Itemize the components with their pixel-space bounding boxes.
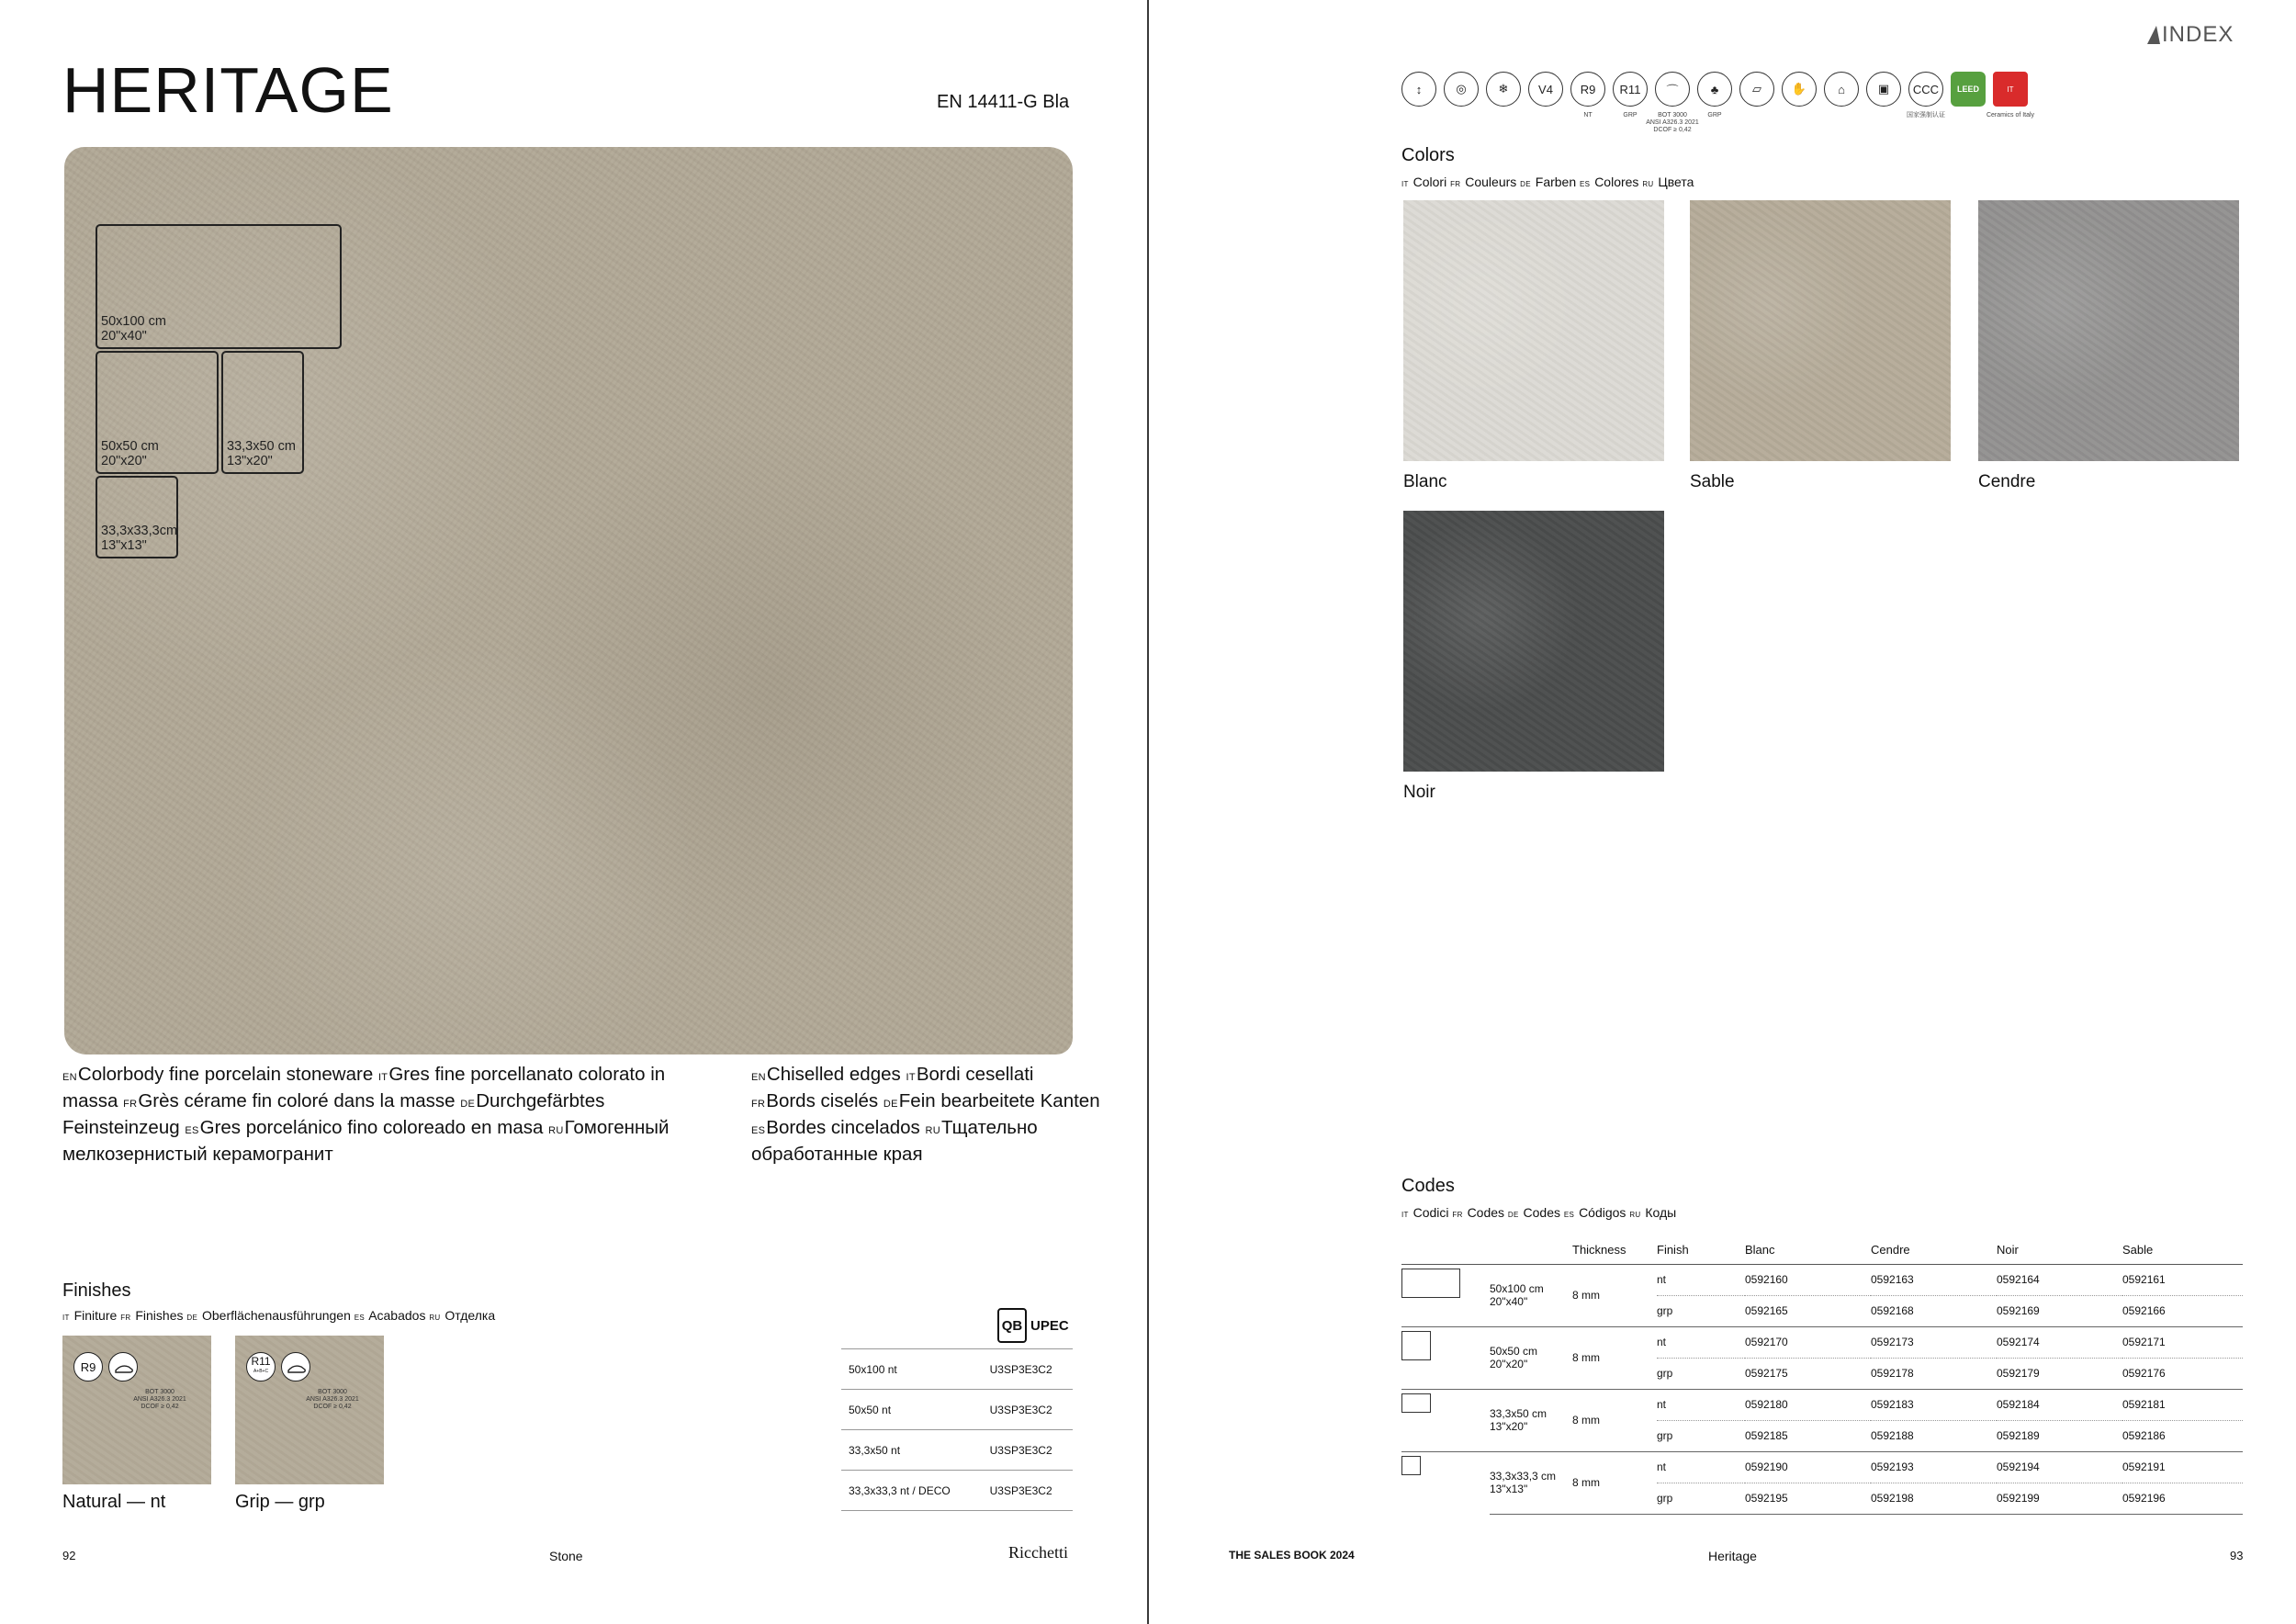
upec-code: U3SP3E3C2 [983, 1390, 1073, 1430]
italy-icon [1986, 72, 2035, 118]
format-label: 50x50 cm 20"x20" [101, 439, 159, 468]
table-row [1401, 1326, 2243, 1358]
product-code: 0592176 [2122, 1358, 2243, 1389]
thickness-icon [1401, 72, 1436, 107]
finishes-heading: Finishes [62, 1280, 131, 1301]
material-description: ENColorbody fine porcelain stoneware ITGres fine porcellanato colorato in massa FRGrès cérame fin coloré dans la masse DEDurchgefärbtes Feinsteinzeug ESGres porcelánico fino coloreado en masa RUГомогенный мелкозернистый керамогранит [62, 1064, 670, 1165]
product-code: 0592170 [1745, 1326, 1871, 1358]
codes-translations: IT Codici FR Codes DE Codes ES Códigos RU Коды [1401, 1205, 1677, 1220]
hand-icon [1782, 72, 1817, 107]
col-size [1490, 1236, 1572, 1264]
col-header: Thickness [1572, 1236, 1657, 1264]
icon-glyph: ↕ [1401, 72, 1436, 107]
icon-glyph: ▱ [1739, 72, 1774, 107]
shoe-icon [108, 1352, 138, 1382]
product-code: 0592199 [1997, 1483, 2122, 1514]
format-shape-icon [1401, 1393, 1431, 1413]
format-outline-50x50 [96, 351, 219, 474]
color-swatch-cendre [1978, 200, 2239, 461]
finish-value: nt [1657, 1451, 1745, 1483]
icon-glyph: ⌂ [1824, 72, 1859, 107]
icon-caption: 国家强制认证 [1907, 112, 1945, 118]
icon-glyph: ❄ [1486, 72, 1521, 107]
format-outline-50x100 [96, 224, 342, 349]
product-code: 0592175 [1745, 1358, 1871, 1389]
product-code: 0592168 [1871, 1295, 1997, 1326]
upec-format: 33,3x33,3 nt / DECO [841, 1471, 983, 1511]
slip-note: BOT 3000 ANSI A326.3 2021 DCOF ≥ 0,42 [133, 1389, 186, 1410]
upec-row [841, 1471, 1073, 1511]
upec-row [841, 1349, 1073, 1390]
col-header: Blanc [1745, 1236, 1871, 1264]
upec-code: U3SP3E3C2 [983, 1349, 1073, 1390]
page-title: HERITAGE [62, 54, 394, 126]
upec-code: U3SP3E3C2 [983, 1430, 1073, 1471]
pack-icon [1866, 72, 1901, 107]
format-size: 50x100 cm 20"x40" [1490, 1264, 1572, 1326]
feature-icon-row [1401, 72, 2035, 133]
thickness-value: 8 mm [1572, 1326, 1657, 1389]
thickness-value: 8 mm [1572, 1264, 1657, 1326]
col-shape [1401, 1236, 1490, 1264]
section-label-right: Heritage [1708, 1549, 1757, 1563]
color-label: Noir [1403, 783, 1435, 802]
color-label: Blanc [1403, 472, 1447, 491]
icon-caption: GRP [1707, 112, 1722, 118]
col-header: Finish [1657, 1236, 1745, 1264]
icon-glyph: R11 [1613, 72, 1648, 107]
section-label-left: Stone [549, 1549, 583, 1563]
leed-icon [1951, 72, 1986, 107]
product-code: 0592183 [1871, 1389, 1997, 1420]
codes-table [1401, 1236, 2243, 1515]
format-label: 33,3x50 cm 13"x20" [227, 439, 296, 468]
slip-note: BOT 3000 ANSI A326.3 2021 DCOF ≥ 0,42 [306, 1389, 359, 1410]
icon-glyph: LEED [1951, 72, 1986, 107]
thickness-value: 8 mm [1572, 1451, 1657, 1514]
product-code: 0592163 [1871, 1264, 1997, 1295]
color-label: Sable [1690, 472, 1735, 491]
r9-icon: R9 [73, 1352, 103, 1382]
product-code: 0592166 [2122, 1295, 2243, 1326]
finish-value: grp [1657, 1358, 1745, 1389]
outdoor-icon [1697, 72, 1732, 118]
product-code: 0592186 [2122, 1420, 2243, 1451]
finish-label-natural: Natural — nt [62, 1492, 166, 1512]
finish-value: nt [1657, 1326, 1745, 1358]
frost-icon [1486, 72, 1521, 107]
icon-caption: Ceramics of Italy [1986, 112, 2035, 118]
col-header: Noir [1997, 1236, 2122, 1264]
upec-code: U3SP3E3C2 [983, 1471, 1073, 1511]
icon-glyph: R9 [1570, 72, 1605, 107]
codes-heading: Codes [1401, 1176, 1455, 1196]
finish-swatch-natural [62, 1336, 211, 1484]
index-link[interactable]: INDEX [2147, 22, 2234, 48]
page-number-right: 93 [2230, 1549, 2244, 1562]
upec-format: 50x100 nt [841, 1349, 983, 1390]
color-swatch-sable [1690, 200, 1951, 461]
r11-icon [1613, 72, 1648, 118]
icon-glyph: V4 [1528, 72, 1563, 107]
finish-value: grp [1657, 1483, 1745, 1514]
v4-icon [1528, 72, 1563, 107]
format-shape [1401, 1389, 1490, 1451]
product-code: 0592189 [1997, 1420, 2122, 1451]
product-code: 0592169 [1997, 1295, 2122, 1326]
icon-glyph: ▣ [1866, 72, 1901, 107]
product-code: 0592194 [1997, 1451, 2122, 1483]
upec-table [841, 1348, 1073, 1511]
format-shape [1401, 1326, 1490, 1389]
table-row [1401, 1451, 2243, 1483]
finish-value: nt [1657, 1389, 1745, 1420]
upec-format: 50x50 nt [841, 1390, 983, 1430]
bot-icon [1646, 72, 1699, 133]
brand-logo: Ricchetti [1008, 1543, 1068, 1562]
format-label: 50x100 cm 20"x40" [101, 314, 166, 344]
color-label: Cendre [1978, 472, 2036, 491]
product-code: 0592185 [1745, 1420, 1871, 1451]
format-outline-33x50 [221, 351, 304, 474]
product-code: 0592190 [1745, 1451, 1871, 1483]
colors-heading: Colors [1401, 145, 1455, 165]
col-header: Cendre [1871, 1236, 1997, 1264]
finish-label-grip: Grip — grp [235, 1492, 325, 1512]
product-code: 0592195 [1745, 1483, 1871, 1514]
icon-glyph: ♣ [1697, 72, 1732, 107]
format-label: 33,3x33,3cm 13"x13" [101, 524, 178, 553]
qb-icon: QB [997, 1308, 1027, 1343]
norm-label: EN 14411-G Bla [937, 92, 1070, 112]
format-size: 33,3x50 cm 13"x20" [1490, 1389, 1572, 1451]
product-code: 0592181 [2122, 1389, 2243, 1420]
format-size: 50x50 cm 20"x20" [1490, 1326, 1572, 1389]
product-code: 0592179 [1997, 1358, 2122, 1389]
icon-glyph: ✋ [1782, 72, 1817, 107]
r11-icon: R11 A+B+C [246, 1352, 276, 1382]
product-code: 0592160 [1745, 1264, 1871, 1295]
format-outline-33x33 [96, 476, 178, 558]
color-swatch-noir [1403, 511, 1664, 772]
shoe-icon [281, 1352, 310, 1382]
house-icon [1824, 72, 1859, 107]
product-code: 0592180 [1745, 1389, 1871, 1420]
product-code: 0592196 [2122, 1483, 2243, 1514]
stain-icon [1444, 72, 1479, 107]
format-shape-icon [1401, 1456, 1421, 1475]
product-code: 0592173 [1871, 1326, 1997, 1358]
format-shape-icon [1401, 1269, 1460, 1298]
upec-format: 33,3x50 nt [841, 1430, 983, 1471]
floor-icon [1739, 72, 1774, 107]
color-swatch-blanc [1403, 200, 1664, 461]
product-code: 0592171 [2122, 1326, 2243, 1358]
page-number-left: 92 [62, 1549, 76, 1562]
product-code: 0592193 [1871, 1451, 1997, 1483]
col-header: Sable [2122, 1236, 2243, 1264]
table-row [1401, 1389, 2243, 1420]
finish-swatch-grip [235, 1336, 384, 1484]
upec-logo: QB UPEC [997, 1308, 1069, 1343]
format-shape [1401, 1451, 1490, 1514]
icon-glyph: IT [1993, 72, 2028, 107]
product-code: 0592161 [2122, 1264, 2243, 1295]
format-size: 33,3x33,3 cm 13"x13" [1490, 1451, 1572, 1514]
icon-glyph: CCC [1908, 72, 1943, 107]
product-code: 0592184 [1997, 1389, 2122, 1420]
format-shape [1401, 1264, 1490, 1326]
table-row [1401, 1264, 2243, 1295]
icon-caption: BOT 3000 ANSI A326.3 2021 DCOF ≥ 0,42 [1646, 112, 1699, 133]
product-code: 0592174 [1997, 1326, 2122, 1358]
book-title: THE SALES BOOK 2024 [1229, 1549, 1355, 1562]
product-code: 0592178 [1871, 1358, 1997, 1389]
ccc-icon [1907, 72, 1945, 118]
index-arrow-icon [2147, 26, 2160, 44]
thickness-value: 8 mm [1572, 1389, 1657, 1451]
edge-description: ENChiselled edges ITBordi cesellati FRBords ciselés DEFein bearbeitete Kanten ESBordes cincelados RUТщательно обработанные края [751, 1064, 1100, 1165]
icon-caption: NT [1583, 112, 1593, 118]
upec-row [841, 1390, 1073, 1430]
product-code: 0592188 [1871, 1420, 1997, 1451]
product-code: 0592165 [1745, 1295, 1871, 1326]
finish-value: grp [1657, 1295, 1745, 1326]
colors-translations: IT Colori FR Couleurs DE Farben ES Colores RU Цвета [1401, 175, 1694, 189]
format-shape-icon [1401, 1331, 1431, 1360]
product-code: 0592164 [1997, 1264, 2122, 1295]
r9-icon [1570, 72, 1605, 118]
icon-glyph: ⌒ [1655, 72, 1690, 107]
finish-value: nt [1657, 1264, 1745, 1295]
product-code: 0592191 [2122, 1451, 2243, 1483]
icon-caption: GRP [1623, 112, 1638, 118]
product-code: 0592198 [1871, 1483, 1997, 1514]
upec-row [841, 1430, 1073, 1471]
finishes-translations: IT Finiture FR Finishes DE Oberflächenausführungen ES Acabados RU Отделка [62, 1308, 496, 1323]
icon-glyph: ◎ [1444, 72, 1479, 107]
hero-tile-image [64, 147, 1073, 1054]
finish-value: grp [1657, 1420, 1745, 1451]
